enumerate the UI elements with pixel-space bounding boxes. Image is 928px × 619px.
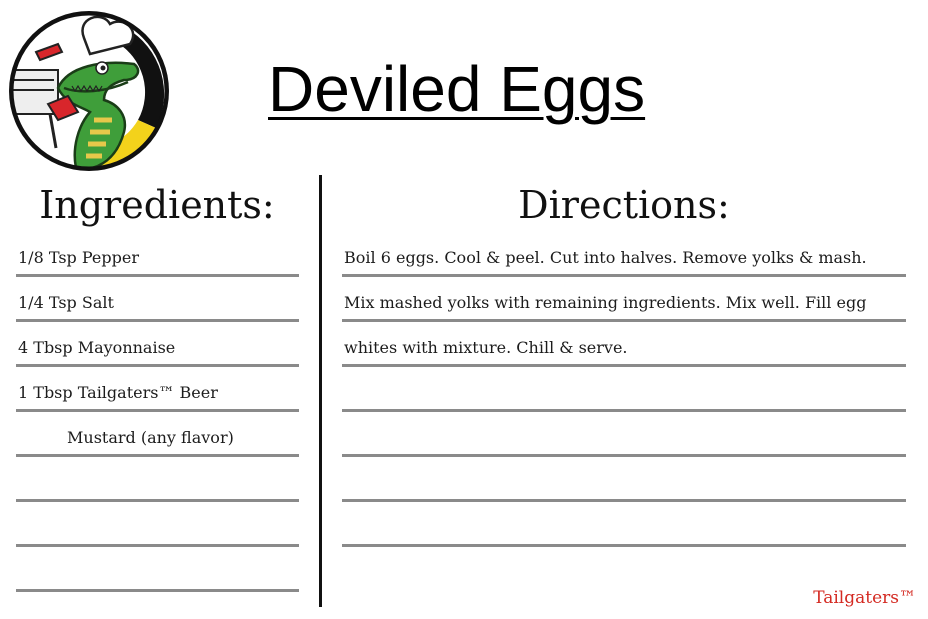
direction-text: Boil 6 eggs. Cool & peel. Cut into halves. Remove yolks & mash.: [344, 248, 867, 267]
direction-line: [342, 232, 906, 277]
direction-text: Mix mashed yolks with remaining ingredients. Mix well. Fill egg: [344, 293, 867, 312]
direction-text: whites with mixture. Chill & serve.: [344, 338, 628, 357]
direction-line: [342, 412, 906, 457]
ingredient-text: 1/4 Tsp Salt: [18, 293, 114, 312]
direction-line: [342, 502, 906, 547]
ingredient-text: 1 Tbsp Tailgaters™ Beer: [18, 383, 218, 402]
ingredient-line: [16, 502, 299, 547]
ingredient-line: [16, 457, 299, 502]
ingredient-line: [16, 367, 299, 412]
direction-line: [342, 322, 906, 367]
recipe-title: Deviled Eggs: [268, 53, 646, 125]
direction-line: [342, 277, 906, 322]
ingredient-text: Mustard (any flavor): [67, 428, 234, 447]
ingredients-heading: Ingredients:: [39, 183, 275, 227]
alligator-chef-logo-icon: [6, 8, 172, 174]
ingredient-line: [16, 322, 299, 367]
ingredient-line: [16, 232, 299, 277]
directions-heading: Directions:: [518, 183, 730, 227]
ingredient-line: [16, 277, 299, 322]
direction-line: [342, 367, 906, 412]
ingredients-list: [16, 232, 299, 592]
brand-mark: Tailgaters™: [813, 588, 916, 608]
ingredient-text: 1/8 Tsp Pepper: [18, 248, 139, 267]
direction-line: [342, 457, 906, 502]
directions-list: [342, 232, 906, 547]
ingredient-line: [16, 547, 299, 592]
column-divider: [319, 175, 322, 607]
ingredient-line: [16, 412, 299, 457]
ingredient-text: 4 Tbsp Mayonnaise: [18, 338, 176, 357]
